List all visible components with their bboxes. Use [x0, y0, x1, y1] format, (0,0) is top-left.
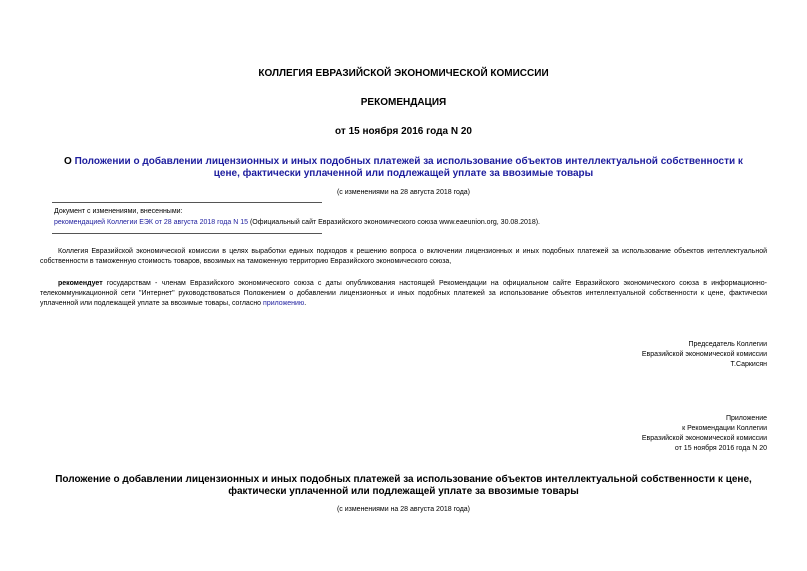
- signature-line-3: Т.Саркисян: [730, 361, 767, 368]
- changes-line: [54, 218, 774, 228]
- changes-rest: (Официальный сайт Евразийского экономического союза www.eaeunion.org, 30.08.2018).: [248, 219, 540, 226]
- appendix-block: [642, 414, 767, 454]
- title-link[interactable]: Положении о добавлении лицензионных и иных подобных платежей за использование объектов интеллектуальной собственности к цене, фактически уплаченной или подлежащей уплате за ввозимые товары: [74, 156, 743, 179]
- appendix-line-3: Евразийской экономической комиссии: [641, 435, 767, 442]
- para2-end: .: [304, 300, 307, 307]
- appendix-line-4: от 15 ноября 2016 года N 20: [674, 445, 767, 452]
- appendix-line-1: Приложение: [725, 415, 767, 422]
- title-prefix: О: [64, 156, 75, 167]
- doc-type-heading: РЕКОМЕНДАЦИЯ: [360, 97, 447, 108]
- appendix-amendments: (с изменениями на 28 августа 2018 года): [336, 506, 471, 513]
- appendix-link[interactable]: приложению: [263, 300, 305, 307]
- recommends-word: рекомендует: [58, 280, 103, 287]
- changes-intro: Документ с изменениями, внесенными:: [54, 208, 183, 215]
- changes-link[interactable]: рекомендацией Коллегии ЕЭК от 28 августа 2018 года N 15: [54, 219, 248, 226]
- signature-block: [642, 340, 767, 370]
- appendix-title: Положение о добавлении лицензионных и иных подобных платежей за использование объектов интеллектуальной собственности к цене, фактически уплаченной или подлежащей уплате за ввозимые товары: [55, 474, 752, 497]
- body-paragraph-1: Коллегия Евразийской экономической комиссии в целях выработки единых подходов к решению вопроса о включении лицензионных и иных подобных платежей за использование объектов интеллектуальной собственности в таможенную стоимость товаров, ввозимых на таможенную территорию Евразийского экономического союза,: [40, 248, 767, 265]
- signature-line-1: Председатель Коллегии: [688, 341, 767, 348]
- date-line: от 15 ноября 2016 года N 20: [335, 126, 472, 137]
- org-heading: КОЛЛЕГИЯ ЕВРАЗИЙСКОЙ ЭКОНОМИЧЕСКОЙ КОМИССИИ: [258, 68, 549, 79]
- divider-top: [52, 202, 322, 203]
- signature-line-2: Евразийской экономической комиссии: [641, 351, 767, 358]
- para2-text: государствам - членам Евразийского экономического союза с даты опубликования настоящей Рекомендации на официальном сайте Евразийского экономического союза в информационно-телекоммуникационной сети "Интернет" руководствоваться Положением о добавлении лицензионных и иных подобных платежей за использование объектов интеллектуальной собственности к цене, фактически уплаченной или подлежащей уплате за ввозимые товары, согласно: [40, 280, 767, 307]
- title-amendments: (с изменениями на 28 августа 2018 года): [336, 189, 471, 196]
- divider-bottom: [52, 233, 322, 234]
- doc-title: [50, 156, 757, 180]
- body-paragraph-2: [40, 279, 767, 309]
- appendix-line-2: к Рекомендации Коллегии: [682, 425, 767, 432]
